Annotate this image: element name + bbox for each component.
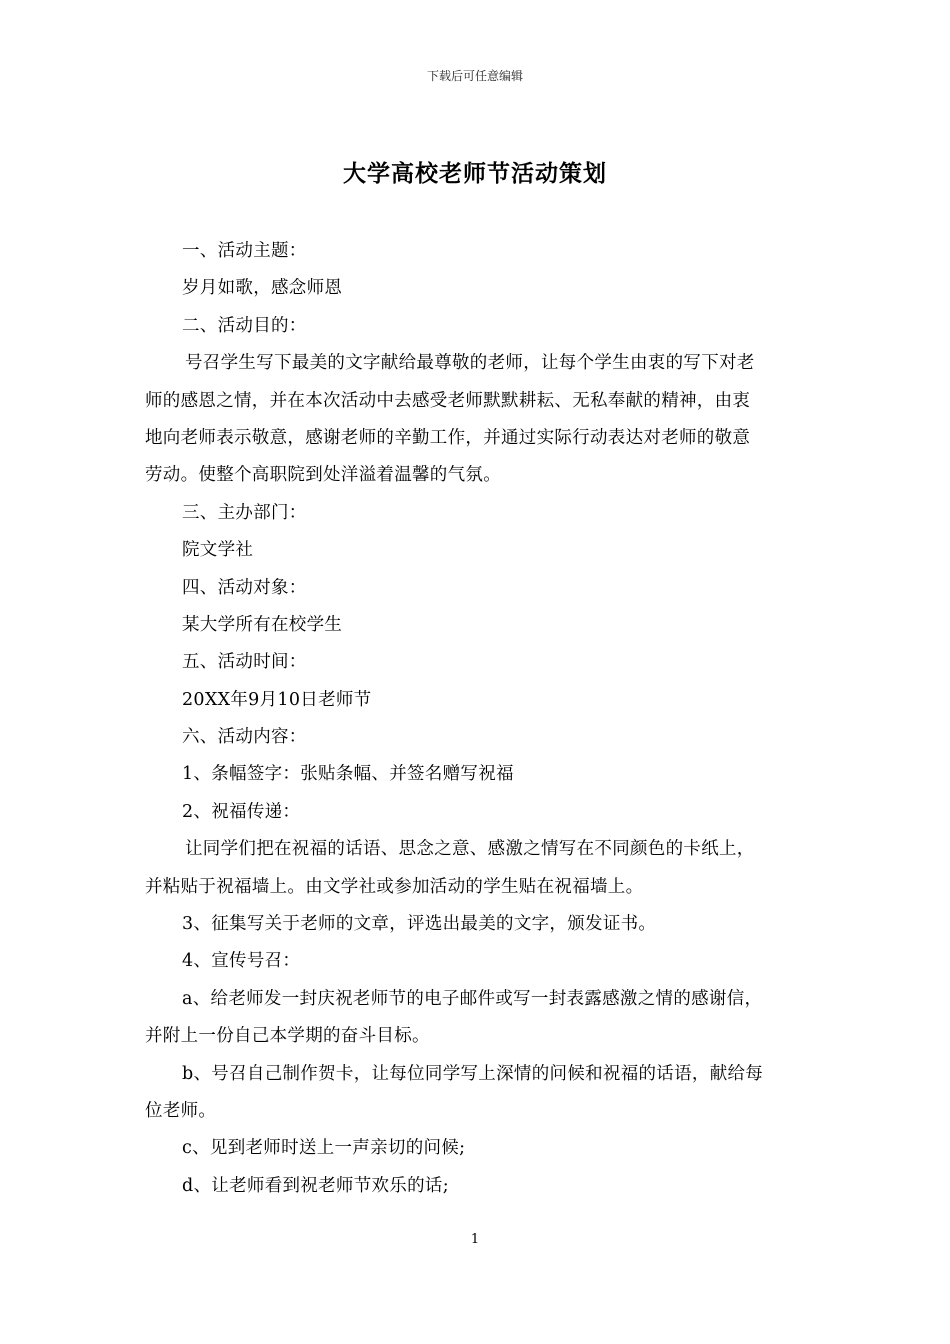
body-line: 五、活动时间： bbox=[182, 652, 307, 673]
body-line: 某大学所有在校学生 bbox=[182, 614, 343, 635]
body-line: c、见到老师时送上一声亲切的问候; bbox=[182, 1138, 466, 1159]
body-line: 2、祝福传递： bbox=[182, 801, 301, 822]
body-line: a、给老师发一封庆祝老师节的电子邮件或写一封表露感激之情的感谢信， bbox=[182, 988, 763, 1009]
body-line: b、号召自己制作贺卡，让每位同学写上深情的问候和祝福的话语，献给每 bbox=[182, 1063, 764, 1084]
body-line: 并粘贴于祝福墙上。由文学社或参加活动的学生贴在祝福墙上。 bbox=[145, 876, 644, 897]
body-line: d、让老师看到祝老师节欢乐的话; bbox=[182, 1175, 449, 1196]
body-line: 三、主办部门： bbox=[182, 502, 307, 523]
document-body bbox=[145, 233, 807, 1205]
body-line: 劳动。使整个高职院到处洋溢着温馨的气氛。 bbox=[145, 465, 501, 486]
body-line: 师的感恩之情，并在本次活动中去感受老师默默耕耘、无私奉献的精神，由衷 bbox=[145, 390, 751, 411]
body-line: 1、条幅签字：张贴条幅、并签名赠写祝福 bbox=[182, 764, 514, 785]
document-title: 大学高校老师节活动策划 bbox=[343, 160, 607, 187]
body-line: 让同学们把在祝福的话语、思念之意、感激之情写在不同颜色的卡纸上， bbox=[185, 839, 755, 860]
header-note: 下载后可任意编辑 bbox=[426, 69, 523, 83]
body-line: 四、活动对象： bbox=[182, 577, 307, 598]
body-line: 4、宣传号召： bbox=[182, 951, 301, 972]
page-number: 1 bbox=[470, 1232, 480, 1247]
body-line: 3、征集写关于老师的文章，评选出最美的文字，颁发证书。 bbox=[182, 914, 657, 935]
body-line: 位老师。 bbox=[145, 1100, 217, 1121]
body-line: 二、活动目的： bbox=[182, 315, 307, 336]
body-line: 并附上一份自己本学期的奋斗目标。 bbox=[145, 1026, 430, 1047]
body-line: 号召学生写下最美的文字献给最尊敬的老师，让每个学生由衷的写下对老 bbox=[185, 353, 755, 374]
body-line: 地向老师表示敬意，感谢老师的辛勤工作，并通过实际行动表达对老师的敬意 bbox=[145, 427, 751, 448]
body-line: 岁月如歌，感念师恩 bbox=[182, 278, 343, 299]
body-line: 六、活动内容： bbox=[182, 727, 307, 748]
body-line: 院文学社 bbox=[182, 540, 254, 561]
body-line: 20XX年9月10日老师节 bbox=[182, 689, 372, 710]
body-line: 一、活动主题： bbox=[182, 241, 307, 261]
